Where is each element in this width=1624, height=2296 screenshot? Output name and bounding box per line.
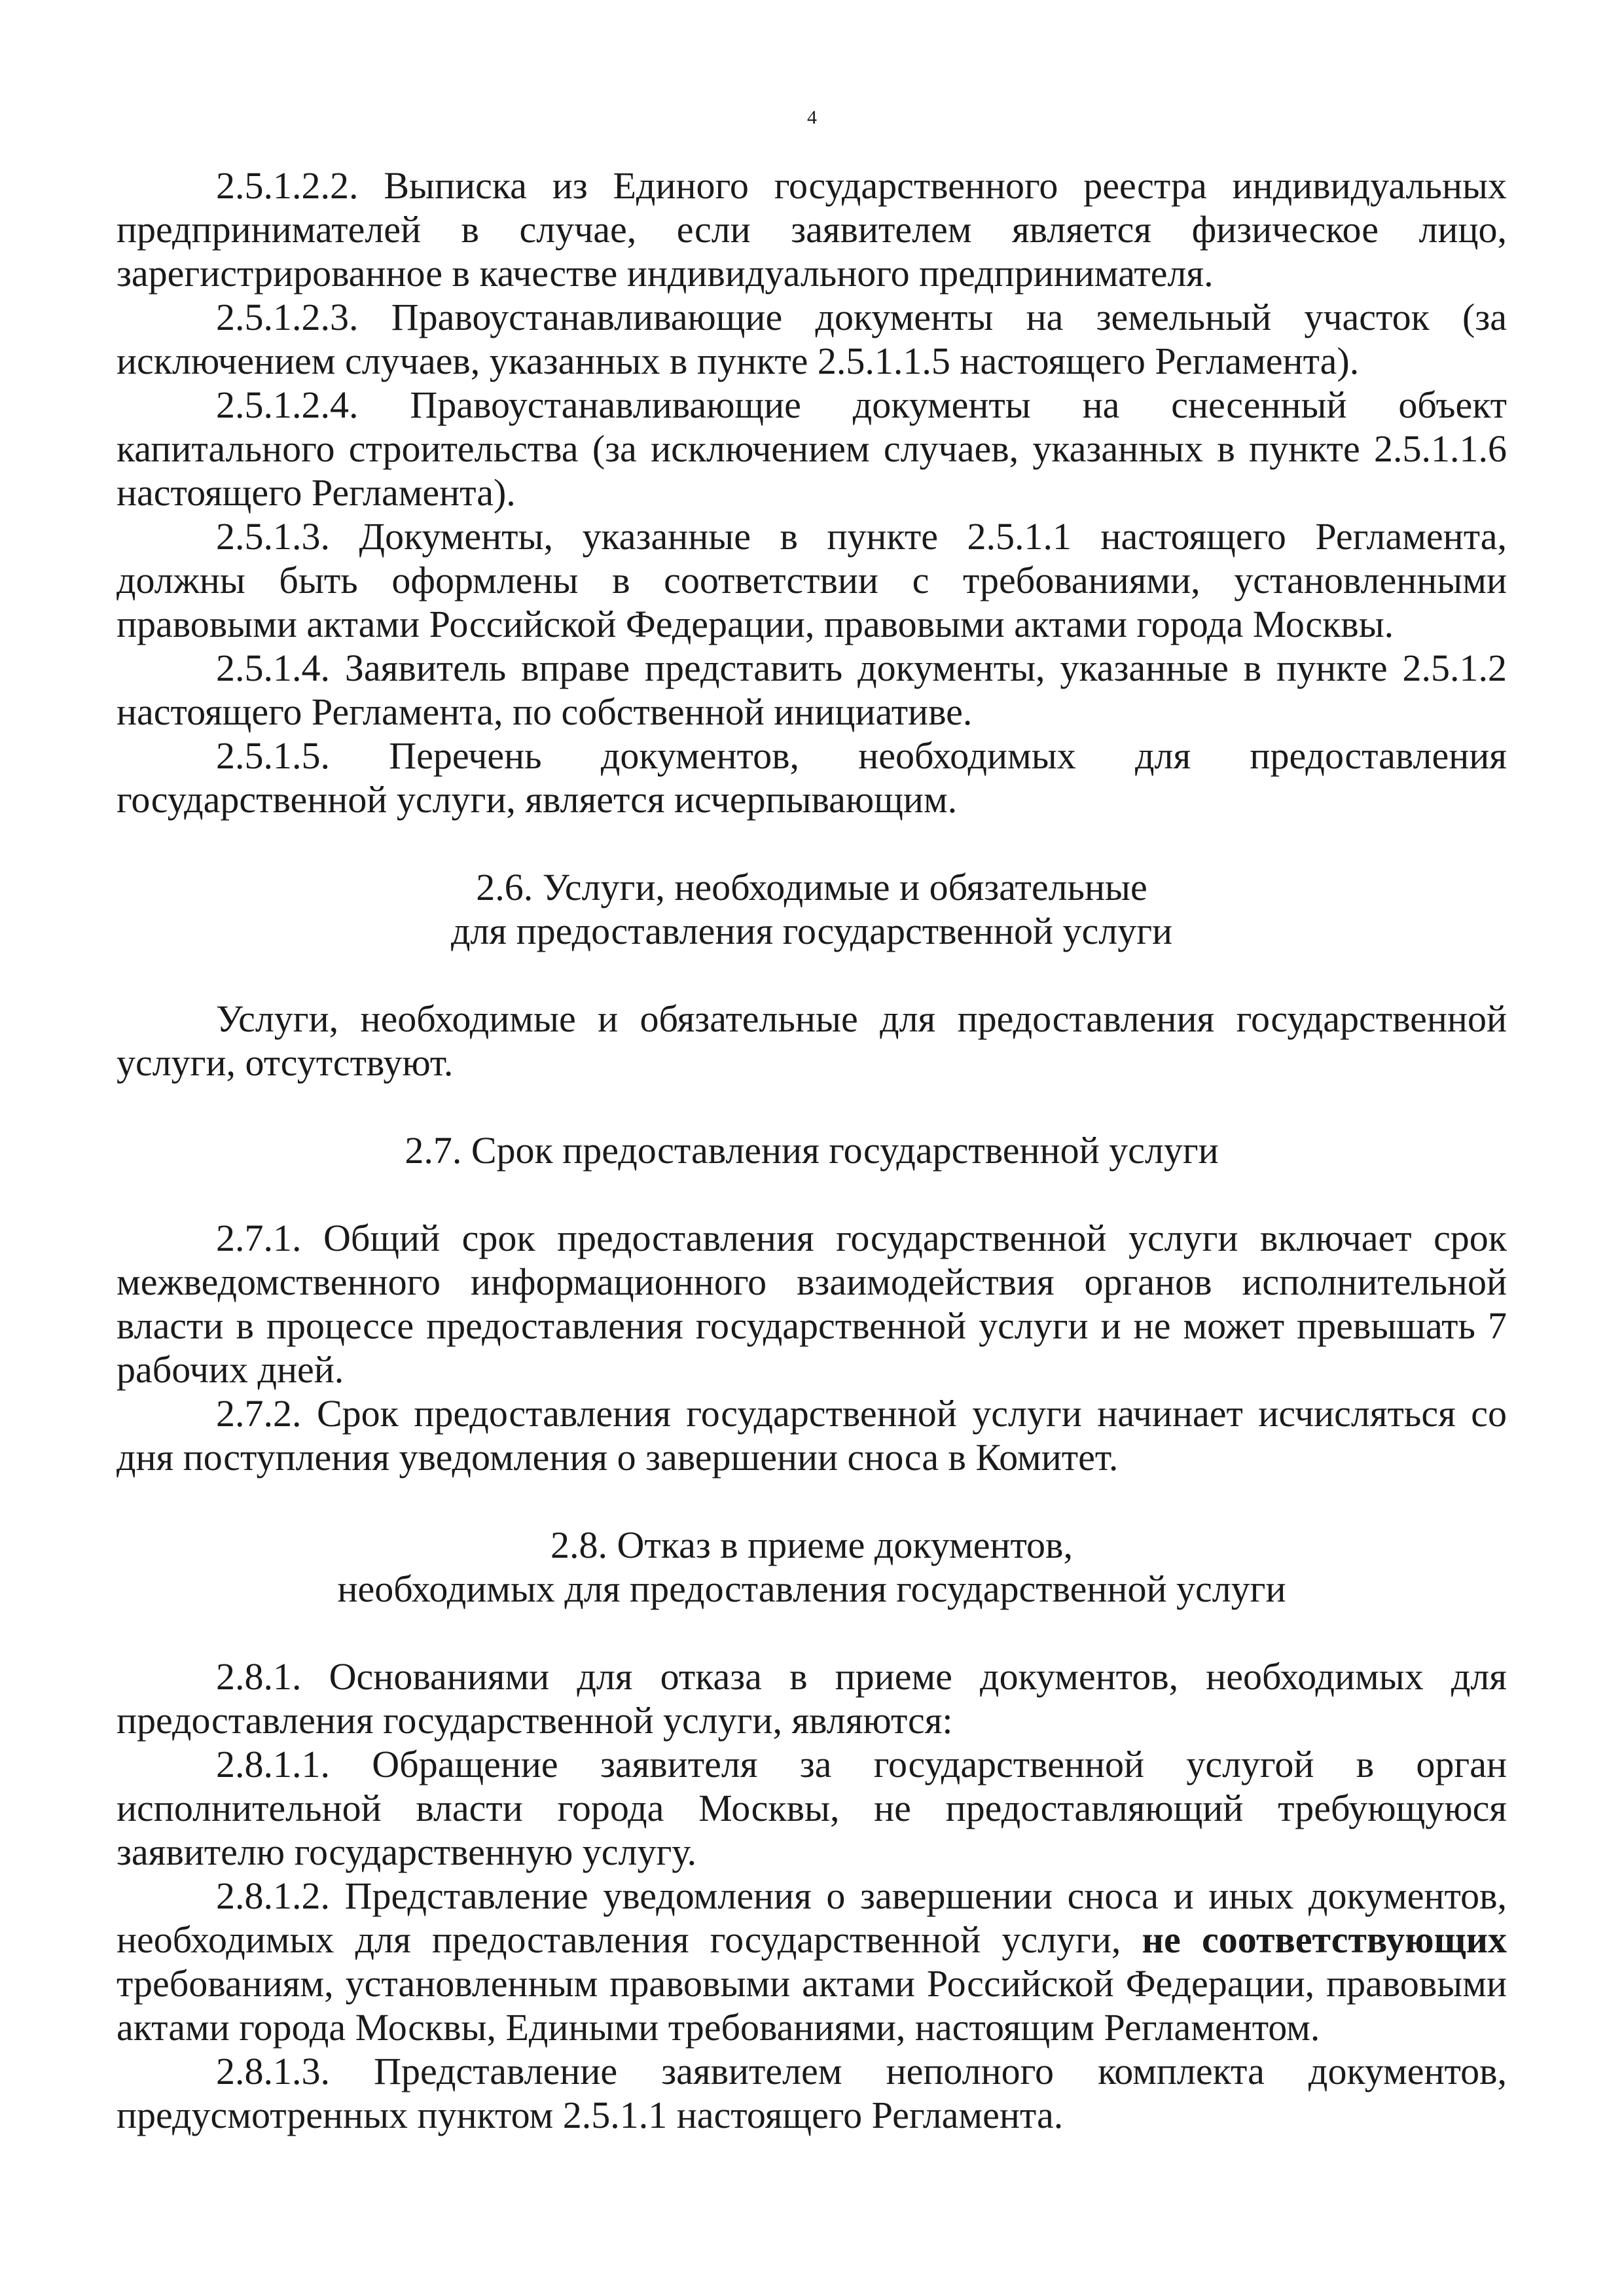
- paragraph-2-5-1-4: 2.5.1.4. Заявитель вправе представить документы, указанные в пункте 2.5.1.2 настоящего Регламента, по собственной инициативе.: [117, 647, 1507, 733]
- paragraph-2-6-text: Услуги, необходимые и обязательные для предоставления государственной услуги, отсутствуют.: [117, 997, 1507, 1084]
- paragraph-2-5-1-3: 2.5.1.3. Документы, указанные в пункте 2.5.1.1 настоящего Регламента, должны быть оформлены в соответствии с требованиями, установленными правовыми актами Российской Федерации, правовыми актами города Москвы.: [117, 515, 1507, 645]
- paragraph-2-8-1-3: 2.8.1.3. Представление заявителем неполного комплекта документов, предусмотренных пунктом 2.5.1.1 настоящего Регламента.: [117, 2050, 1507, 2136]
- paragraph-2-8-1-2-start: 2.8.1.2. Представление уведомления о завершении сноса и иных документов, необходимых для предоставления государственной услуги,: [117, 1874, 1507, 1961]
- section-2-6-heading-line1: 2.6. Услуги, необходимые и обязательные: [476, 866, 1147, 908]
- paragraph-2-8-1: 2.8.1. Основаниями для отказа в приеме документов, необходимых для предоставления государственной услуги, являются:: [117, 1655, 1507, 1742]
- spacer: [117, 953, 1507, 997]
- spacer: [117, 1085, 1507, 1128]
- section-2-8-heading-line1: 2.8. Отказ в приеме документов,: [550, 1524, 1073, 1566]
- paragraph-2-5-1-5: 2.5.1.5. Перечень документов, необходимых для предоставления государственной услуги, является исчерпывающим.: [117, 734, 1507, 821]
- paragraph-2-7-1: 2.7.1. Общий срок предоставления государственной услуги включает срок межведомственного информационного взаимодействия органов исполнительной власти в процессе предоставления государственной услуги и не может превышать 7 рабочих дней.: [117, 1217, 1507, 1391]
- paragraph-2-8-1-2: [117, 1874, 1507, 2049]
- spacer: [117, 1611, 1507, 1655]
- spacer: [117, 1172, 1507, 1216]
- section-2-8-heading-line2: необходимых для предоставления государственной услуги: [337, 1568, 1286, 1610]
- paragraph-2-8-1-2-bold: не соответствующих: [1142, 1918, 1507, 1961]
- paragraph-2-5-1-2-2: 2.5.1.2.2. Выписка из Единого государственного реестра индивидуальных предпринимателей в случае, если заявителем является физическое лицо, зарегистрированное в качестве индивидуального предпринимателя.: [117, 164, 1507, 295]
- paragraph-2-5-1-2-4: 2.5.1.2.4. Правоустанавливающие документы на снесенный объект капитального строительства (за исключением случаев, указанных в пункте 2.5.1.1.6 настоящего Регламента).: [117, 384, 1507, 514]
- paragraph-2-8-1-1: 2.8.1.1. Обращение заявителя за государственной услугой в орган исполнительной власти города Москвы, не предоставляющий требующуюся заявителю государственную услугу.: [117, 1743, 1507, 1873]
- section-2-7-heading: 2.7. Срок предоставления государственной услуги: [405, 1129, 1219, 1172]
- paragraph-2-7-2: 2.7.2. Срок предоставления государственной услуги начинает исчисляться со дня поступления уведомления о завершении сноса в Комитет.: [117, 1392, 1507, 1479]
- paragraph-2-5-1-2-3: 2.5.1.2.3. Правоустанавливающие документы на земельный участок (за исключением случаев, указанных в пункте 2.5.1.1.5 настоящего Регламента).: [117, 296, 1507, 382]
- section-2-6-heading-line2: для предоставления государственной услуги: [450, 910, 1173, 952]
- document-body: [117, 164, 1507, 2137]
- spacer: [117, 1479, 1507, 1523]
- paragraph-2-8-1-2-end: требованиям, установленным правовыми актами Российской Федерации, правовыми актами города Москвы, Едиными требованиями, настоящим Регламентом.: [117, 1962, 1507, 2049]
- page-number: 4: [807, 107, 817, 128]
- spacer: [117, 821, 1507, 865]
